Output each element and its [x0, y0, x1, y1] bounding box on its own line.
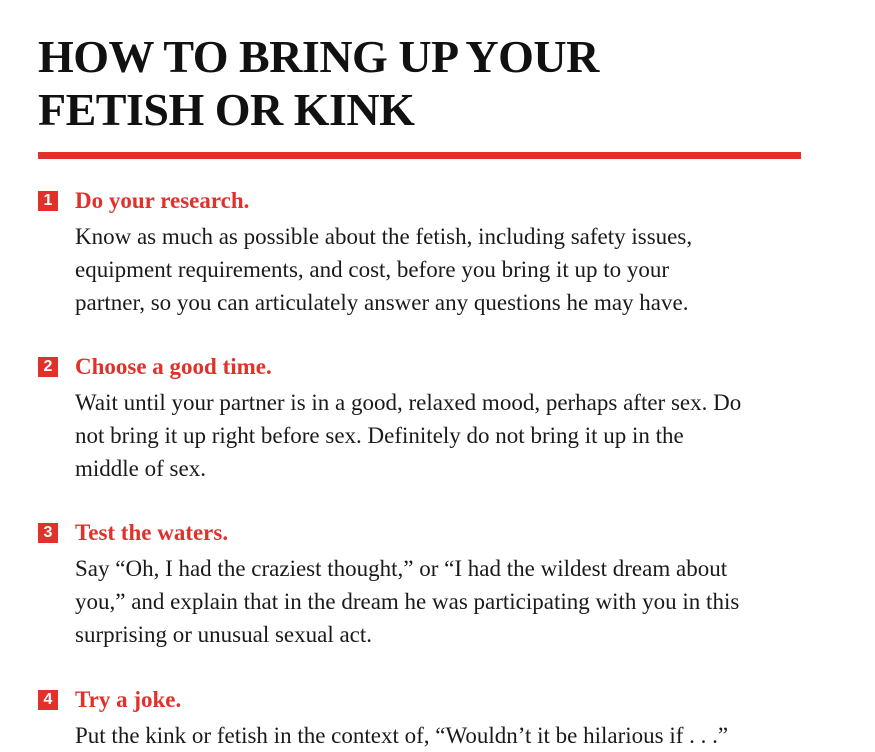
step-3-heading: [38, 518, 828, 548]
title-line-1: HOW TO BRING UP YOUR: [38, 31, 599, 82]
step-3-line-3: surprising or unusual sexual act.: [75, 622, 373, 647]
step-2-line-3: middle of sex.: [75, 456, 206, 481]
step-2-line-2: not bring it up right before sex. Definitely do not bring it up in the: [75, 423, 684, 448]
step-2-heading: [38, 352, 828, 382]
step-1-line-2: equipment requirements, and cost, before you bring it up to your: [75, 257, 670, 282]
step-4-body: [75, 719, 815, 752]
step-2-line-1: Wait until your partner is in a good, relaxed mood, perhaps after sex. Do: [75, 390, 742, 415]
step-3-body: [75, 552, 815, 651]
step-1: [38, 186, 828, 319]
step-3-line-2: you,” and explain that in the dream he was participating with you in this: [75, 589, 740, 614]
title-line-2: FETISH OR KINK: [38, 84, 415, 135]
step-4-line-1: Put the kink or fetish in the context of, “Wouldn’t it be hilarious if . . .”: [75, 723, 729, 748]
step-4: [38, 685, 828, 752]
step-2-title: Choose a good time.: [75, 354, 272, 379]
step-1-body: [75, 220, 815, 319]
step-3-number-badge: 3: [38, 523, 58, 543]
step-1-line-3: partner, so you can articulately answer any questions he may have.: [75, 290, 689, 315]
step-2: [38, 352, 828, 485]
step-1-number-badge: 1: [38, 191, 58, 211]
step-2-number-badge: 2: [38, 357, 58, 377]
page-title: [38, 30, 798, 136]
step-2-body: [75, 386, 815, 485]
step-3-title: Test the waters.: [75, 520, 229, 545]
step-3: [38, 518, 828, 651]
step-4-title: Try a joke.: [75, 687, 182, 712]
step-3-line-1: Say “Oh, I had the craziest thought,” or “I had the wildest dream about: [75, 556, 728, 581]
step-4-number-badge: 4: [38, 690, 58, 710]
title-divider: [38, 152, 801, 159]
step-4-heading: [38, 685, 828, 715]
step-1-heading: [38, 186, 828, 216]
step-1-line-1: Know as much as possible about the fetish, including safety issues,: [75, 224, 693, 249]
step-1-title: Do your research.: [75, 188, 250, 213]
